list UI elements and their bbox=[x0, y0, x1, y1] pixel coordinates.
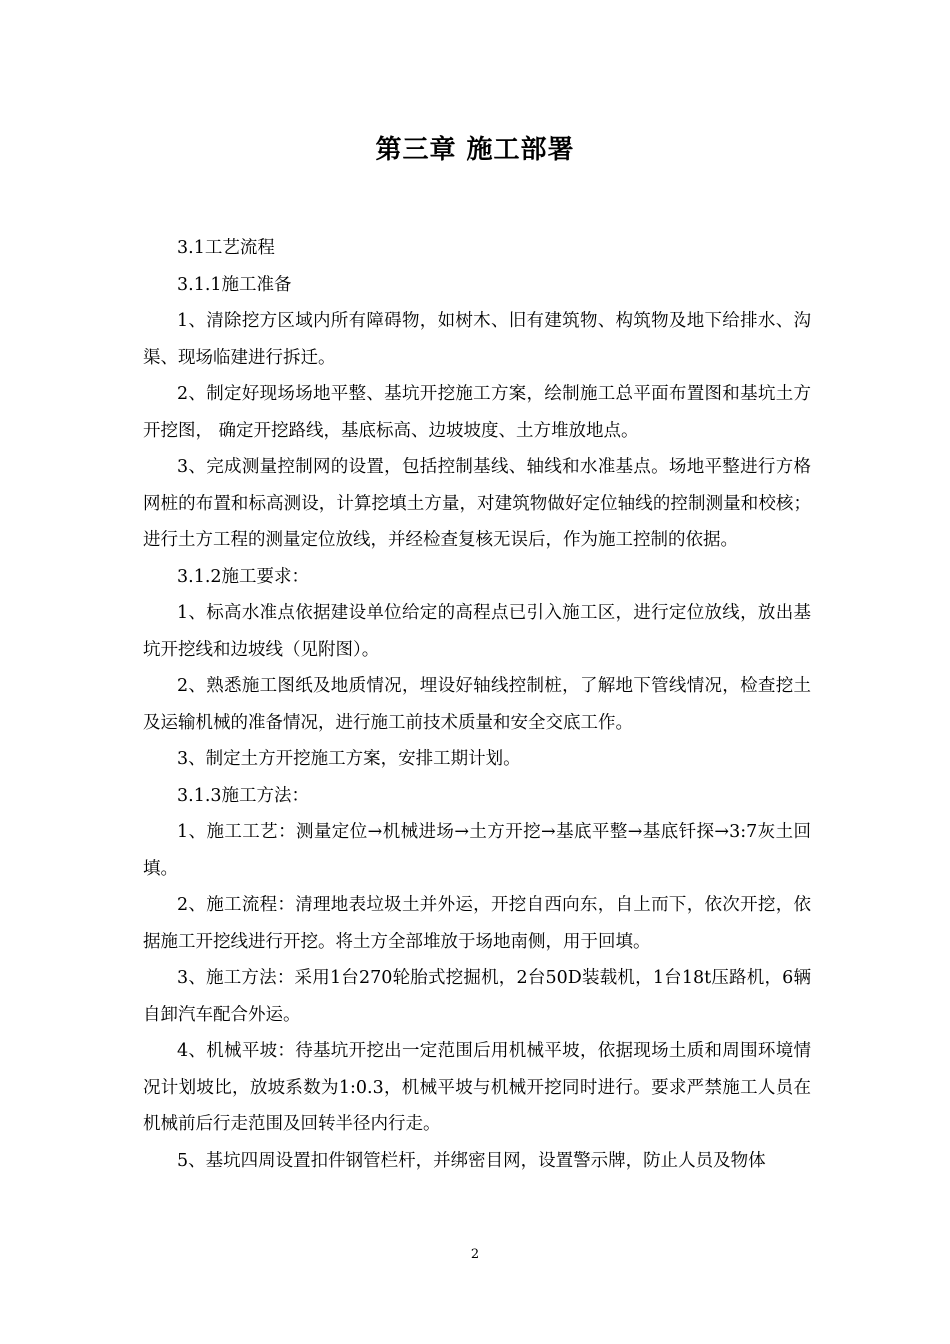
paragraph-prep-2: 2、制定好现场场地平整、基坑开挖施工方案，绘制施工总平面布置图和基坑土方开挖图， 确定开挖路线，基底标高、边坡坡度、土方堆放地点。 bbox=[143, 384, 811, 441]
paragraph-req-2: 2、熟悉施工图纸及地质情况，埋设好轴线控制桩，了解地下管线情况，检查挖土及运输机械的准备情况，进行施工前技术质量和安全交底工作。 bbox=[143, 676, 811, 733]
page-number: 2 bbox=[470, 1247, 480, 1262]
paragraph-method-5: 5、基坑四周设置扣件钢管栏杆，并绑密目网，设置警示牌，防止人员及物体 bbox=[177, 1150, 766, 1171]
section-heading-3-1: 3.1工艺流程 bbox=[177, 238, 275, 258]
paragraph-method-2: 2、施工流程：清理地表垃圾土并外运，开挖自西向东，自上而下，依次开挖，依据施工开挖线进行开挖。将土方全部堆放于场地南侧，用于回填。 bbox=[143, 895, 811, 952]
section-heading-3-1-1: 3.1.1施工准备 bbox=[177, 274, 292, 295]
paragraph-prep-3: 3、完成测量控制网的设置，包括控制基线、轴线和水准基点。场地平整进行方格网桩的布置和标高测设，计算挖填土方量，对建筑物做好定位轴线的控制测量和校核；进行土方工程的测量定位放线，并经检查复核无误后，作为施工控制的依据。 bbox=[143, 457, 811, 550]
paragraph-prep-1: 1、清除挖方区域内所有障碍物，如树木、旧有建筑物、构筑物及地下给排水、沟渠、现场临建进行拆迁。 bbox=[143, 311, 811, 368]
paragraph-method-4: 4、机械平坡：待基坑开挖出一定范围后用机械平坡，依据现场土质和周围环境情况计划坡比，放坡系数为1:0.3，机械平坡与机械开挖同时进行。要求严禁施工人员在机械前后行走范围及回转半径内行走。 bbox=[143, 1041, 811, 1134]
section-heading-3-1-3: 3.1.3施工方法： bbox=[177, 785, 310, 806]
paragraph-req-3: 3、制定土方开挖施工方案，安排工期计划。 bbox=[177, 749, 521, 769]
paragraph-method-3: 3、施工方法：采用1台270轮胎式挖掘机，2台50D装载机，1台18t压路机，6辆自卸汽车配合外运。 bbox=[143, 968, 811, 1025]
paragraph-req-1: 1、标高水准点依据建设单位给定的高程点已引入施工区，进行定位放线，放出基坑开挖线和边坡线（见附图）。 bbox=[143, 603, 811, 660]
section-heading-3-1-2: 3.1.2施工要求： bbox=[177, 566, 310, 587]
paragraph-method-1: 1、施工工艺：测量定位→机械进场→土方开挖→基底平整→基底钎探→3:7灰土回填。 bbox=[143, 822, 811, 879]
document-body bbox=[143, 230, 811, 1179]
chapter-title: 第三章 施工部署 bbox=[375, 135, 575, 165]
